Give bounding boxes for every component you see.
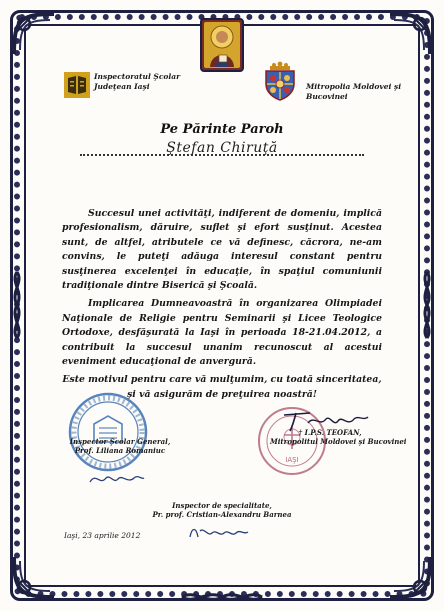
bottom-knot-ornament-icon — [180, 587, 264, 607]
signature-bottom-name: Pr. prof. Cristian-Alexandru Barnea — [152, 510, 292, 519]
certificate-body — [62, 207, 382, 406]
corner-ornament-icon — [386, 10, 434, 58]
recipient-name-line — [80, 140, 364, 158]
recipient-name: Ştefan Chiruţă — [166, 140, 278, 156]
signature-left-title: Inspector Şcolar General, — [69, 437, 171, 446]
signature-block-left — [60, 437, 180, 455]
signature-block-right — [270, 428, 407, 446]
side-knot-ornament-icon — [8, 270, 26, 340]
specialty-inspector-signature-icon — [186, 523, 252, 543]
institution-left-name: Inspectoratul Şcolar Judeţean Iaşi — [94, 72, 181, 91]
signature-block-bottom — [120, 501, 324, 519]
issue-date: Iaşi, 23 aprilie 2012 — [64, 531, 141, 540]
signature-left-name: Prof. Liliana Romaniuc — [74, 446, 166, 455]
school-inspectorate-seal-icon — [66, 390, 150, 474]
christ-icon — [199, 17, 245, 73]
salutation: Pe Părinte Paroh — [160, 122, 284, 137]
school-inspectorate-logo-icon — [64, 72, 90, 98]
corner-ornament-icon — [10, 553, 58, 601]
signature-right-name: Mitropolitul Moldovei şi Bucovinei — [270, 437, 407, 446]
institution-right — [262, 60, 402, 110]
institution-left — [64, 70, 194, 110]
body-paragraph: Implicarea Dumneavoastră în organizarea Olimpiadei Naţionale de Religie pentru Seminarii şi Licee Teologice Ortodoxe, desfăşurată la Iaşi în perioada 18-21.04.2012, a contribuit la succesul unanim recunoscut al acestui eveniment educaţional de anvergură. — [62, 298, 382, 368]
side-knot-ornament-icon — [418, 270, 436, 340]
body-paragraph: Este motivul pentru care vă mulţumim, cu toată sinceritatea, şi vă asigurăm de preţuirea noastră! — [62, 374, 382, 400]
seal-city-text: IAŞI — [285, 456, 299, 464]
metropolis-coat-of-arms-icon — [262, 60, 298, 102]
signature-right-title: † I.P.S. TEOFAN, — [298, 428, 362, 437]
institution-right-name: Mitropolia Moldovei şi Bucovinei — [306, 82, 402, 101]
signature-bottom-title: Inspector de specialitate, — [172, 501, 272, 510]
inspector-general-signature-icon — [86, 470, 146, 488]
body-paragraph: Succesul unei activităţi, indiferent de domeniu, implică profesionalism, dăruire, suflet şi efort susţinut. Acestea sunt, de altfel, atributele ce vă definesc, căcrora, ne-am convins, le puteţi adăuga interesul constant pentru susţinerea excelenţei în educaţie, în spaţiul comuniunii tradiţionale dintre Biserică şi Şcoală. — [62, 208, 382, 292]
corner-ornament-icon — [10, 10, 58, 58]
corner-ornament-icon — [386, 553, 434, 601]
